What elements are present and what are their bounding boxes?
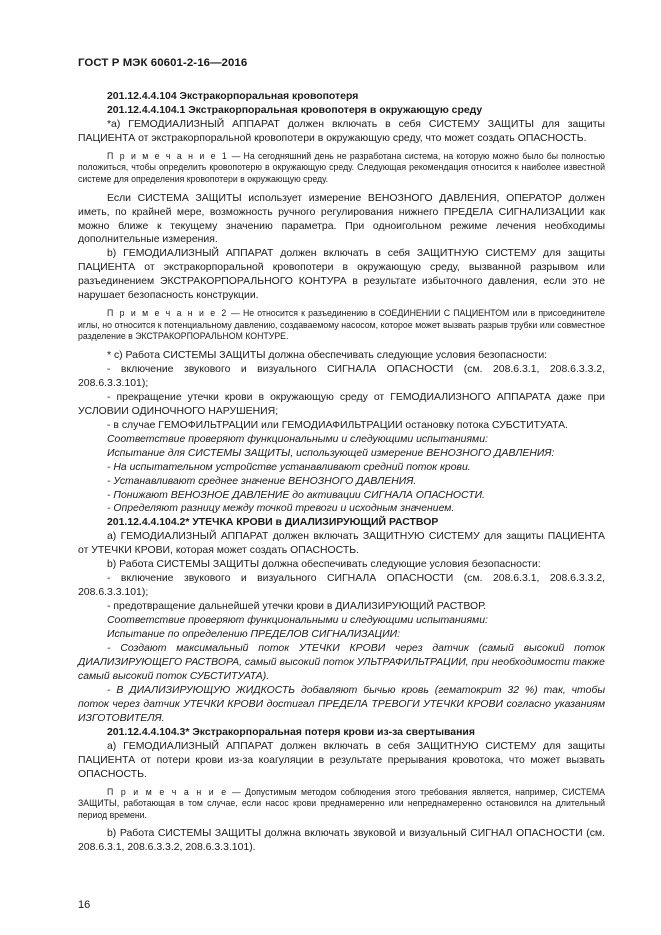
paragraph: b) Работа СИСТЕМЫ ЗАЩИТЫ должна включать звуковой и визуальный СИГНАЛ ОПАСНОСТИ (см. 208.6.3.1, 208.6.3.3.2, 208.6.3.3.101). — [78, 828, 605, 854]
subsection-heading: 201.12.4.4.104.2* УТЕЧКА КРОВИ в ДИАЛИЗИРУЮЩИЙ РАСТВОР — [107, 517, 439, 529]
test-step: - На испытательном устройстве устанавливают средний поток крови. — [107, 461, 471, 473]
test-step: - Понижают ВЕНОЗНОЕ ДАВЛЕНИЕ до активации СИГНАЛА ОПАСНОСТИ. — [107, 489, 485, 501]
paragraph: а) ГЕМОДИАЛИЗНЫЙ АППАРАТ должен включать ЗАЩИТНУЮ СИСТЕМУ для защиты ПАЦИЕНТА от УТЕЧКИ КРОВИ, которая может создать ОПАСНОСТЬ. — [78, 531, 605, 557]
paragraph: b) Работа СИСТЕМЫ ЗАЩИТЫ должна обеспечивать следующие условия безопасности: — [107, 559, 541, 571]
list-item: - включение звукового и визуального СИГНАЛА ОПАСНОСТИ (см. 208.6.3.1, 208.6.3.3.2, 208.6.3.3.101); — [78, 573, 605, 599]
document-header: ГОСТ Р МЭК 60601-2-16—2016 — [78, 57, 248, 69]
note-2 — [78, 308, 605, 343]
paragraph: b) ГЕМОДИАЛИЗНЫЙ АППАРАТ должен включать в себя ЗАЩИТНУЮ СИСТЕМУ для защиты ПАЦИЕНТА от экстракорпоральной кровопотери в окружающую среду, вызванной разрывом или разъединением ЭКСТРАКОРПОРАЛЬНОГО КОНТУРА в результате избыточного давления, если это не нарушает безопасность конструкции. — [78, 248, 605, 302]
paragraph: *а) ГЕМОДИАЛИЗНЫЙ АППАРАТ должен включать в себя СИСТЕМУ ЗАЩИТЫ для защиты ПАЦИЕНТА от экстракорпоральной кровопотери в окружающую среду, что может создать ОПАСНОСТЬ. — [78, 118, 605, 144]
paragraph: а) ГЕМОДИАЛИЗНЫЙ АППАРАТ должен включать в себя ЗАЩИТНУЮ СИСТЕМУ для защиты ПАЦИЕНТА от потери крови из-за коагуляции в результате прерывания кровотока, что может вызвать ОПАСНОСТЬ. — [78, 740, 605, 780]
subsection-heading: 201.12.4.4.104.1 Экстракорпоральная кровопотеря в окружающую среду — [107, 104, 483, 116]
test-step: - Устанавливают среднее значение ВЕНОЗНОГО ДАВЛЕНИЯ. — [107, 475, 417, 487]
section-heading: 201.12.4.4.104 Экстракорпоральная кровопотеря — [107, 91, 359, 102]
test-heading: Испытание по определению ПРЕДЕЛОВ СИГНАЛИЗАЦИИ: — [107, 629, 400, 641]
list-item: - включение звукового и визуального СИГНАЛА ОПАСНОСТИ (см. 208.6.3.1, 208.6.3.3.2, 208.6.3.3.101); — [78, 363, 605, 389]
list-item: - предотвращение дальнейшей утечки крови в ДИАЛИЗИРУЮЩИЙ РАСТВОР. — [107, 601, 486, 613]
paragraph: * с) Работа СИСТЕМЫ ЗАЩИТЫ должна обеспечивать следующие условия безопасности: — [107, 350, 548, 361]
test-heading: Испытание для СИСТЕМЫ ЗАЩИТЫ, использующей измерение ВЕНОЗНОГО ДАВЛЕНИЯ: — [107, 447, 555, 459]
note-text: — Не относится к разъединению в СОЕДИНЕНИИ С ПАЦИЕНТОМ или в присоединителе иглы, но относится к потенциальному давлению, создаваемому насосом, которое может вызвать разрыв трубки или совместное разделение в ЭКСТРАКОРПОРАЛЬНОМ КОНТУРЕ. — [78, 308, 605, 342]
test-step: - В ДИАЛИЗИРУЮЩУЮ ЖИДКОСТЬ добавляют бычью кровь (гематокрит 32 %) так, чтобы поток через датчик УТЕЧКИ КРОВИ достигал ПРЕДЕЛА ТРЕВОГИ УТЕЧКИ КРОВИ согласно указаниям ИЗГОТОВИТЕЛЯ. — [78, 684, 605, 724]
compliance-text: Соответствие проверяют функциональными и следующими испытаниями: — [107, 615, 488, 627]
list-item: - в случае ГЕМОФИЛЬТРАЦИИ или ГЕМОДИАФИЛЬТРАЦИИ остановку потока СУБСТИТУАТА. — [107, 419, 568, 431]
document-body — [78, 90, 605, 855]
note-text: — На сегодняшний день не разработана система, на которую можно было бы полностью положиться, чтобы определить кровопотерю в окружающую среду. Следующая рекомендация относится к наиболее известной системе для определения кровопотери в окружающую среду. — [78, 150, 605, 184]
note-text: — Допустимым методом соблюдения этого требования является, например, СИСТЕМА ЗАЩИТЫ, работающая в том случае, если насос крови преднамеренно или непреднамеренно остановился на длительный период времени. — [78, 786, 605, 820]
subsection-heading: 201.12.4.4.104.3* Экстракорпоральная потеря крови из-за свертывания — [107, 726, 475, 738]
note-label: П р и м е ч а н и е 2 — [107, 308, 228, 319]
page-number: 16 — [78, 899, 91, 911]
note-label: П р и м е ч а н и е 1 — [107, 150, 229, 161]
note-3 — [78, 787, 605, 822]
paragraph: Если СИСТЕМА ЗАЩИТЫ использует измерение ВЕНОЗНОГО ДАВЛЕНИЯ, ОПЕРАТОР должен иметь, по крайней мере, возможность ручного регулирования нижнего ПРЕДЕЛА СИГНАЛИЗАЦИИ как можно ближе к текущему значению параметра. При одноигольном режиме лечения необходимы дополнительные измерения. — [78, 192, 605, 246]
note-label: П р и м е ч а н и е — [107, 786, 228, 797]
test-step: - Определяют разницу между точкой тревоги и исходным значением. — [107, 503, 455, 515]
test-step: - Создают максимальный поток УТЕЧКИ КРОВИ через датчик (самый высокий поток ДИАЛИЗИРУЮЩЕГО РАСТВОРА, самый высокий поток УЛЬТРАФИЛЬТРАЦИИ, при необходимости также самый высокий поток СУБСТИТУАТА). — [78, 643, 605, 682]
note-1 — [78, 151, 605, 186]
list-item: - прекращение утечки крови в окружающую среду от ГЕМОДИАЛИЗНОГО АППАРАТА даже при УСЛОВИИ ОДИНОЧНОГО НАРУШЕНИЯ; — [78, 391, 605, 417]
compliance-text: Соответствие проверяют функциональными и следующими испытаниями: — [107, 433, 488, 445]
